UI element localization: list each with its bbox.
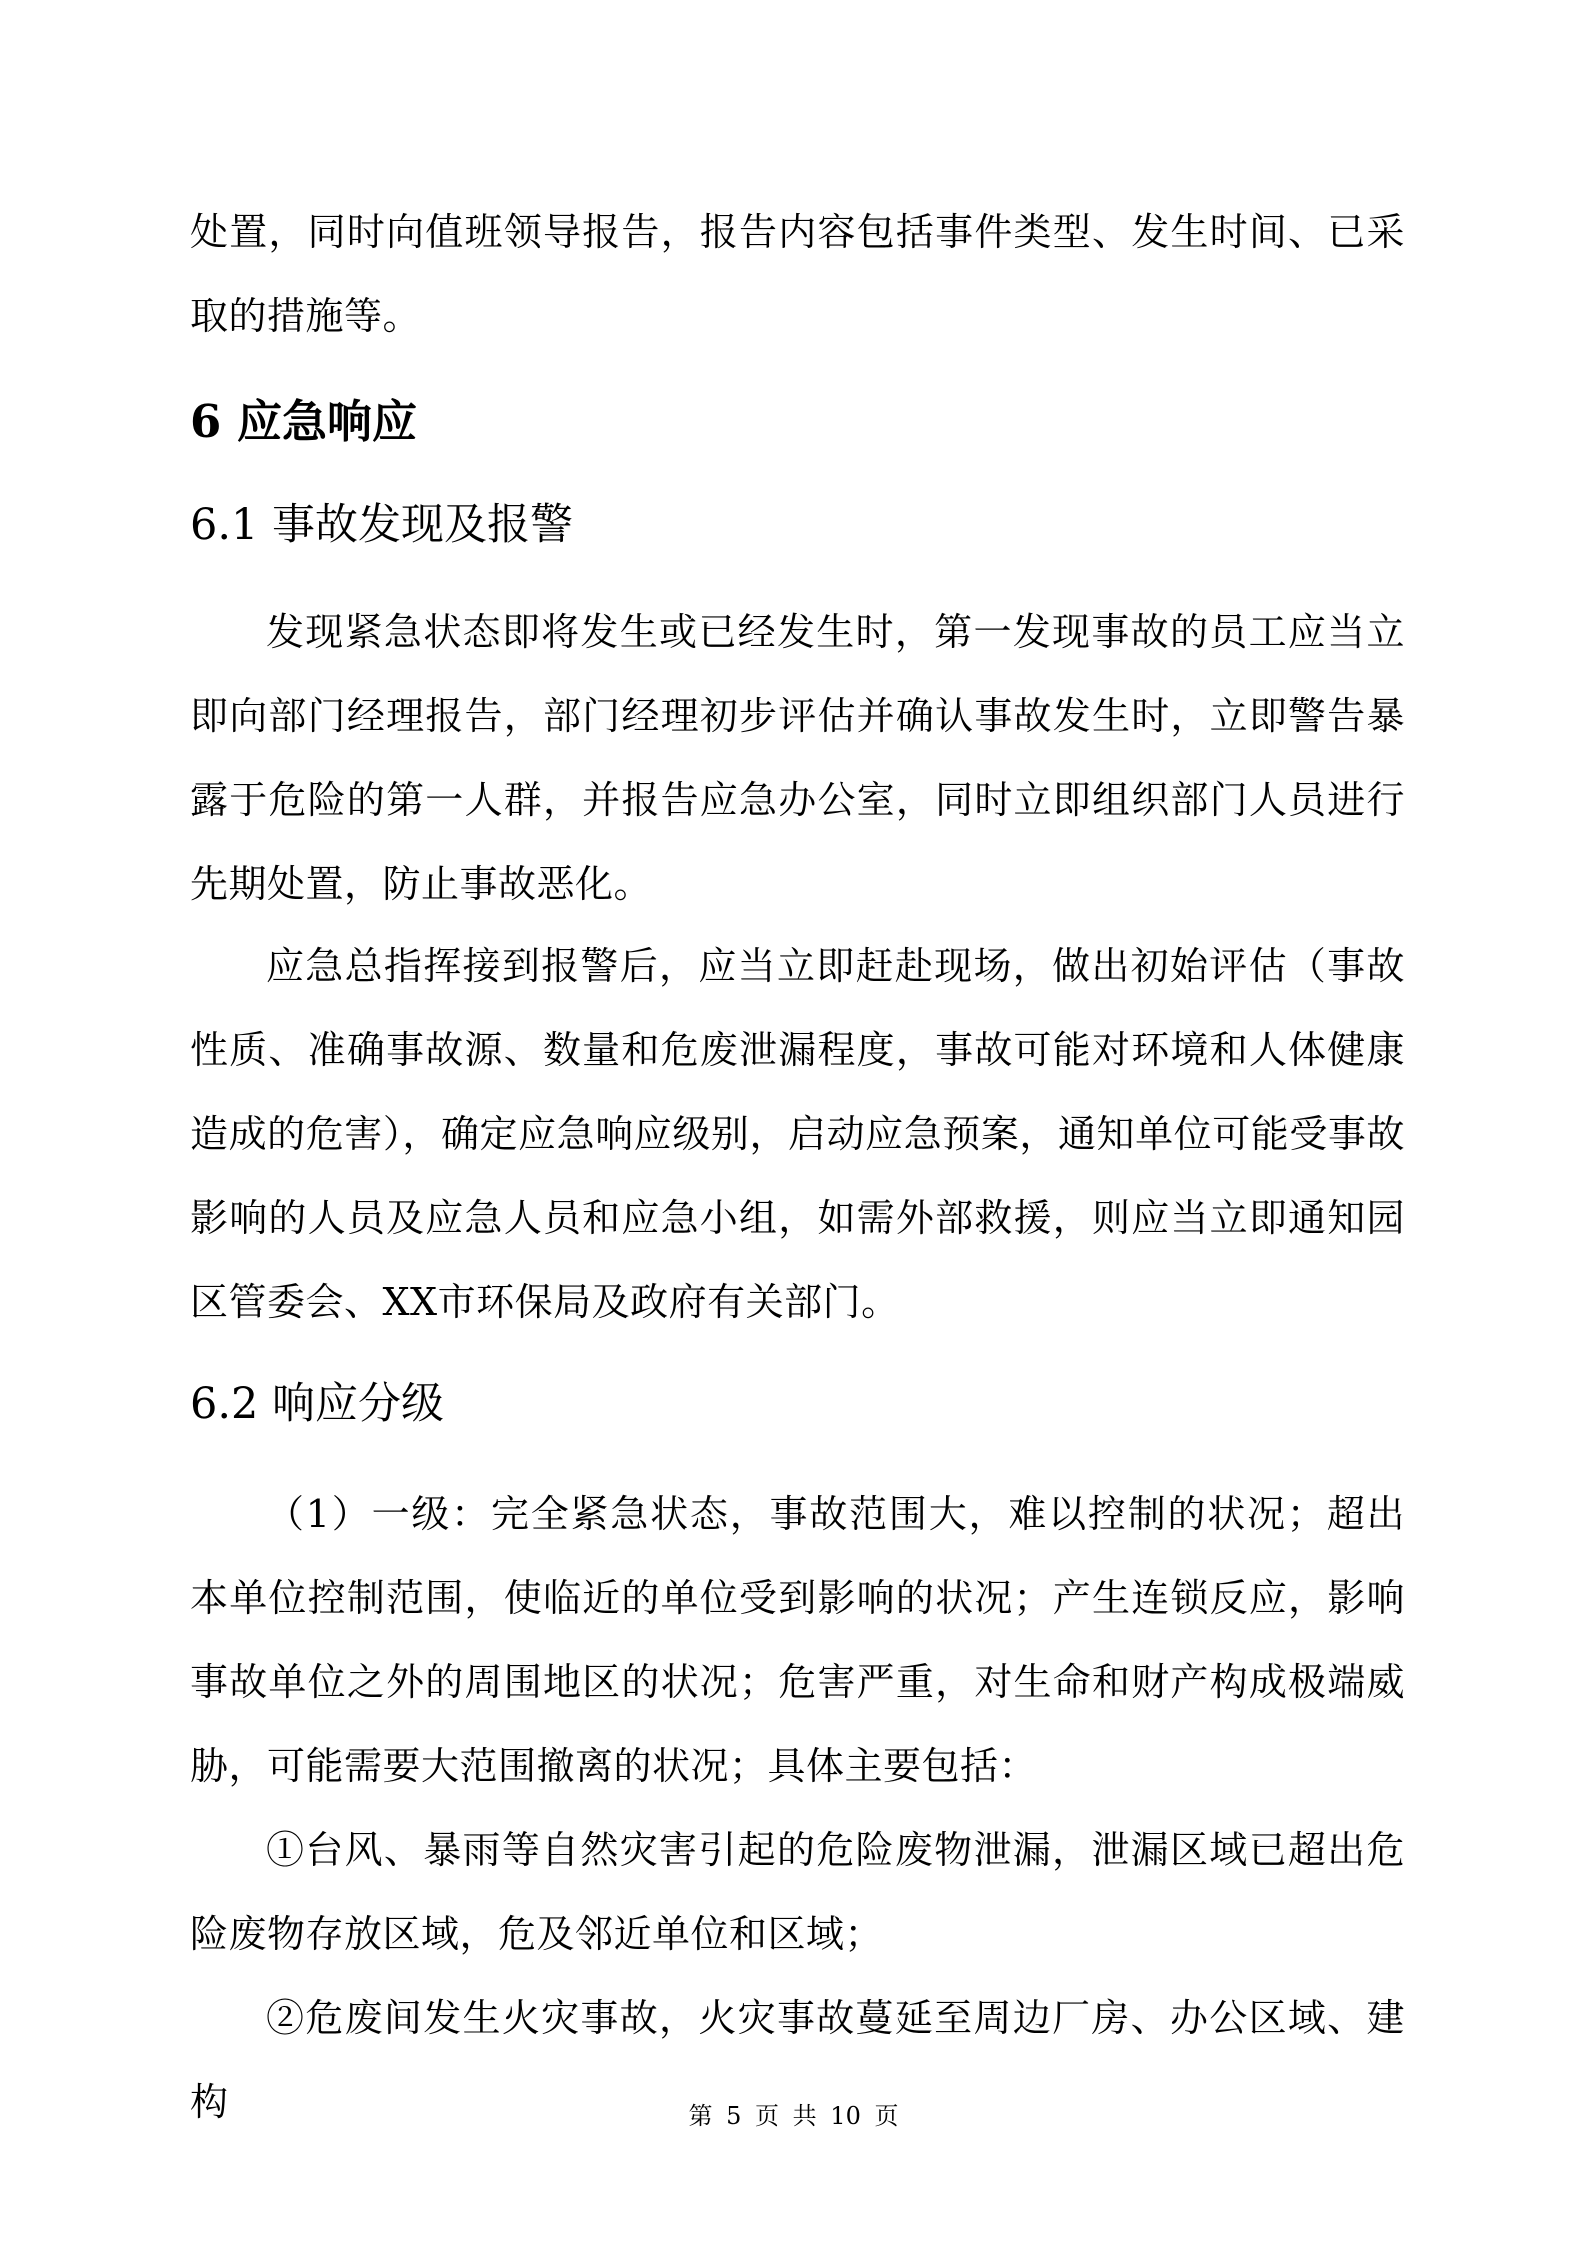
page-number-footer: 第 5 页 共 10 页	[688, 2102, 899, 2130]
section-6-2-paragraph-3: ②危废间发生火灾事故，火灾事故蔓延至周边厂房、办公区域、建构	[190, 1996, 1405, 2124]
section-6-heading: 6 应急响应	[190, 395, 417, 448]
intro-paragraph: 处置，同时向值班领导报告，报告内容包括事件类型、发生时间、已采取的措施等。	[190, 210, 1405, 338]
section-6-2-heading: 6.2 响应分级	[190, 1379, 445, 1429]
section-6-1-paragraph-2: 应急总指挥接到报警后，应当立即赶赴现场，做出初始评估（事故性质、准确事故源、数量和危废泄漏程度，事故可能对环境和人体健康造成的危害），确定应急响应级别，启动应急预案，通知单位可能受事故影响的人员及应急人员和应急小组，如需外部救援，则应当立即通知园区管委会、XX市环保局及政府有关部门。	[190, 944, 1405, 1324]
section-6-1-heading: 6.1 事故发现及报警	[190, 500, 574, 550]
section-6-2-paragraph-2: ①台风、暴雨等自然灾害引起的危险废物泄漏，泄漏区域已超出危险废物存放区域，危及邻近单位和区域；	[190, 1828, 1405, 1956]
section-6-2-paragraph-1: （1）一级：完全紧急状态，事故范围大，难以控制的状况；超出本单位控制范围，使临近的单位受到影响的状况；产生连锁反应，影响事故单位之外的周围地区的状况；危害严重，对生命和财产构成极端威胁，可能需要大范围撤离的状况；具体主要包括：	[190, 1492, 1405, 1788]
section-6-1-paragraph-1: 发现紧急状态即将发生或已经发生时，第一发现事故的员工应当立即向部门经理报告，部门经理初步评估并确认事故发生时，立即警告暴露于危险的第一人群，并报告应急办公室，同时立即组织部门人员进行先期处置，防止事故恶化。	[190, 610, 1405, 906]
